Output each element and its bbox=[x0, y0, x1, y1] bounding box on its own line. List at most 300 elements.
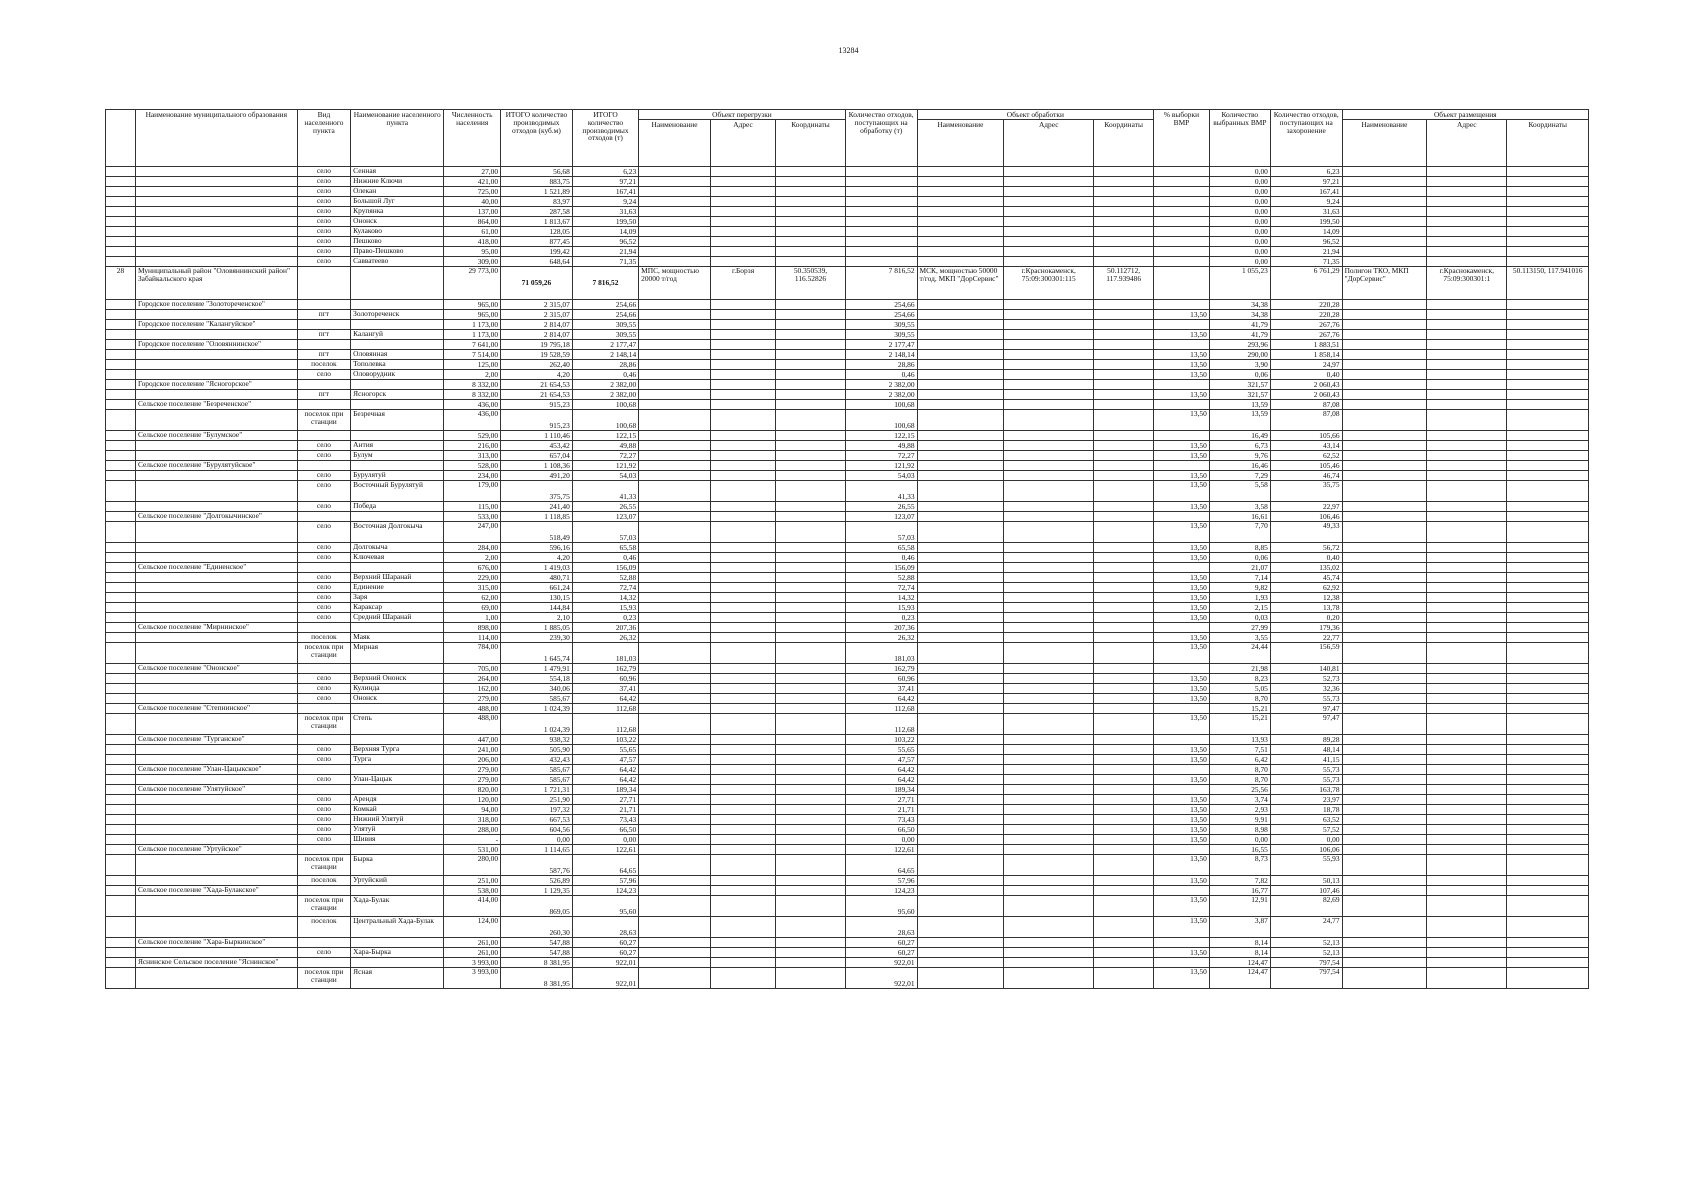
cell-placement bbox=[1507, 236, 1589, 246]
cell-pop: 436,00 bbox=[444, 399, 501, 409]
cell-vmr-qty: 21,98 bbox=[1209, 663, 1270, 673]
cell-placement bbox=[1427, 947, 1507, 957]
cell-m3: 1 521,89 bbox=[501, 186, 573, 196]
cell-vmr-qty: 15,21 bbox=[1209, 713, 1270, 734]
cell-tr-coord bbox=[776, 299, 846, 309]
cell-type: село bbox=[297, 206, 351, 216]
cell-tr-coord bbox=[776, 409, 846, 430]
cell-tr-coord bbox=[776, 389, 846, 399]
cell-pop: 315,00 bbox=[444, 582, 501, 592]
cell-to-burial: 9,24 bbox=[1270, 196, 1342, 206]
cell-to-burial: 0,40 bbox=[1270, 552, 1342, 562]
cell-tr-addr bbox=[710, 206, 775, 216]
cell-to-proc: 49,88 bbox=[845, 440, 917, 450]
cell-vmr-pct: 13,50 bbox=[1154, 632, 1210, 642]
cell-pr-coord bbox=[1094, 885, 1154, 895]
cell-to-proc: 922,01 bbox=[845, 967, 917, 988]
cell-name: Золотореченск bbox=[351, 309, 444, 319]
cell-t: 49,88 bbox=[572, 440, 638, 450]
cell-pr-name bbox=[917, 339, 1004, 349]
cell-placement bbox=[1342, 226, 1427, 236]
cell-m3: 657,04 bbox=[501, 450, 573, 460]
cell-name bbox=[351, 957, 444, 967]
cell-vmr-qty: 21,07 bbox=[1209, 562, 1270, 572]
table-row bbox=[106, 895, 1589, 916]
cell-t: 71,35 bbox=[572, 256, 638, 266]
cell-vmr-pct bbox=[1154, 319, 1210, 329]
cell-pr-name bbox=[917, 632, 1004, 642]
cell-mo bbox=[135, 389, 297, 399]
cell-vmr-qty: 321,57 bbox=[1209, 379, 1270, 389]
table-row bbox=[106, 166, 1589, 176]
cell-tr-name bbox=[639, 632, 711, 642]
cell-placement bbox=[1507, 774, 1589, 784]
cell-pr-addr bbox=[1004, 501, 1094, 511]
cell-placement bbox=[1342, 256, 1427, 266]
cell-placement bbox=[1427, 299, 1507, 309]
cell-type bbox=[297, 562, 351, 572]
cell-name: Безречная bbox=[351, 409, 444, 430]
cell-mo bbox=[135, 369, 297, 379]
cell-to-proc bbox=[845, 186, 917, 196]
cell-vmr-qty: 15,21 bbox=[1209, 703, 1270, 713]
cell-placement bbox=[1507, 176, 1589, 186]
cell-t: 57,03 bbox=[572, 521, 638, 542]
cell-type: село bbox=[297, 246, 351, 256]
cell-to-burial: 797,54 bbox=[1270, 967, 1342, 988]
cell-name: Верхняя Турга bbox=[351, 744, 444, 754]
cell-to-burial: 105,46 bbox=[1270, 460, 1342, 470]
cell-type: пгт bbox=[297, 349, 351, 359]
cell-pr-addr bbox=[1004, 369, 1094, 379]
col-pr-addr: Адрес bbox=[1004, 119, 1094, 166]
cell-vmr-qty: 0,00 bbox=[1209, 186, 1270, 196]
cell-pr-name bbox=[917, 804, 1004, 814]
cell-tr-name bbox=[639, 703, 711, 713]
cell-tr-name bbox=[639, 216, 711, 226]
cell-tr-coord bbox=[776, 430, 846, 440]
cell-vmr-qty: 8,70 bbox=[1209, 693, 1270, 703]
cell-tr-coord bbox=[776, 957, 846, 967]
cell-num bbox=[106, 957, 136, 967]
cell-pop: - bbox=[444, 834, 501, 844]
cell-to-burial: 87,08 bbox=[1270, 409, 1342, 430]
cell-t: 181,03 bbox=[572, 642, 638, 663]
cell-placement bbox=[1427, 196, 1507, 206]
cell-tr-name bbox=[639, 246, 711, 256]
cell-m3: 1 114,65 bbox=[501, 844, 573, 854]
cell-vmr-pct: 13,50 bbox=[1154, 804, 1210, 814]
cell-placement bbox=[1507, 754, 1589, 764]
cell-to-proc: 37,41 bbox=[845, 683, 917, 693]
cell-type: пгт bbox=[297, 309, 351, 319]
cell-t: 167,41 bbox=[572, 186, 638, 196]
cell-tr-coord bbox=[776, 703, 846, 713]
cell-to-proc bbox=[845, 196, 917, 206]
cell-placement bbox=[1427, 186, 1507, 196]
cell-placement bbox=[1342, 511, 1427, 521]
cell-pr-name bbox=[917, 703, 1004, 713]
cell-pr-coord bbox=[1094, 834, 1154, 844]
cell-vmr-pct: 13,50 bbox=[1154, 854, 1210, 875]
cell-placement bbox=[1427, 349, 1507, 359]
cell-placement bbox=[1507, 246, 1589, 256]
cell-vmr-qty: 2,15 bbox=[1209, 602, 1270, 612]
cell-name bbox=[351, 379, 444, 389]
cell-pr-coord bbox=[1094, 216, 1154, 226]
cell-pr-name bbox=[917, 206, 1004, 216]
cell-to-burial: 55,73 bbox=[1270, 774, 1342, 784]
cell-placement bbox=[1342, 309, 1427, 319]
cell-vmr-qty: 34,38 bbox=[1209, 309, 1270, 319]
cell-vmr-qty: 5,05 bbox=[1209, 683, 1270, 693]
cell-pr-addr bbox=[1004, 309, 1094, 319]
cell-type: село bbox=[297, 542, 351, 552]
cell-vmr-pct: 13,50 bbox=[1154, 349, 1210, 359]
cell-pr-addr bbox=[1004, 703, 1094, 713]
cell-name: Хада-Булак bbox=[351, 895, 444, 916]
cell-vmr-qty: 7,82 bbox=[1209, 875, 1270, 885]
cell-tr-coord bbox=[776, 854, 846, 875]
cell-tr-addr bbox=[710, 480, 775, 501]
cell-to-burial: 82,69 bbox=[1270, 895, 1342, 916]
cell-t: 54,03 bbox=[572, 470, 638, 480]
cell-type: село bbox=[297, 216, 351, 226]
cell-mo bbox=[135, 632, 297, 642]
cell-placement bbox=[1507, 834, 1589, 844]
cell-placement bbox=[1342, 834, 1427, 844]
cell-placement bbox=[1427, 480, 1507, 501]
col-to-burial: Количество отходов, поступающих на захоронение bbox=[1270, 110, 1342, 167]
cell-to-proc: 65,58 bbox=[845, 542, 917, 552]
cell-placement bbox=[1507, 734, 1589, 744]
cell-tr-addr bbox=[710, 673, 775, 683]
cell-num bbox=[106, 359, 136, 369]
cell-type: село bbox=[297, 683, 351, 693]
cell-tr-name bbox=[639, 186, 711, 196]
cell-pr-coord bbox=[1094, 784, 1154, 794]
cell-placement bbox=[1342, 521, 1427, 542]
cell-t: 0,46 bbox=[572, 369, 638, 379]
cell-m3: 526,89 bbox=[501, 875, 573, 885]
cell-tr-coord bbox=[776, 206, 846, 216]
cell-to-burial: 13,78 bbox=[1270, 602, 1342, 612]
cell-m3: 2 814,07 bbox=[501, 319, 573, 329]
cell-tr-name bbox=[639, 673, 711, 683]
cell-pop: 318,00 bbox=[444, 814, 501, 824]
cell-mo bbox=[135, 875, 297, 885]
cell-m3: 251,90 bbox=[501, 794, 573, 804]
cell-placement bbox=[1427, 389, 1507, 399]
cell-tr-coord bbox=[776, 754, 846, 764]
table-row bbox=[106, 206, 1589, 216]
cell-placement bbox=[1507, 369, 1589, 379]
table-row bbox=[106, 663, 1589, 673]
cell-to-burial: 45,74 bbox=[1270, 572, 1342, 582]
cell-to-burial: 57,52 bbox=[1270, 824, 1342, 834]
cell-placement bbox=[1427, 206, 1507, 216]
cell-pr-coord bbox=[1094, 329, 1154, 339]
cell-tr-addr bbox=[710, 895, 775, 916]
cell-tr-name bbox=[639, 885, 711, 895]
cell-vmr-pct bbox=[1154, 176, 1210, 186]
cell-vmr-qty: 0,03 bbox=[1209, 612, 1270, 622]
cell-placement bbox=[1427, 582, 1507, 592]
cell-name bbox=[351, 663, 444, 673]
cell-tr-coord bbox=[776, 642, 846, 663]
cell-name: Крупянка bbox=[351, 206, 444, 216]
table-row bbox=[106, 967, 1589, 988]
cell-placement bbox=[1342, 349, 1427, 359]
cell-to-burial: 50,13 bbox=[1270, 875, 1342, 885]
cell-pop: 309,00 bbox=[444, 256, 501, 266]
cell-pr-addr bbox=[1004, 339, 1094, 349]
cell-tr-name bbox=[639, 440, 711, 450]
cell-pr-coord bbox=[1094, 369, 1154, 379]
cell-tr-coord bbox=[776, 329, 846, 339]
cell-placement bbox=[1342, 176, 1427, 186]
cell-m3: 287,58 bbox=[501, 206, 573, 216]
cell-pr-name bbox=[917, 602, 1004, 612]
cell-name: Кулинда bbox=[351, 683, 444, 693]
cell-name bbox=[351, 937, 444, 947]
cell-t: 64,42 bbox=[572, 693, 638, 703]
cell-vmr-pct bbox=[1154, 236, 1210, 246]
cell-pr-name bbox=[917, 552, 1004, 562]
cell-mo bbox=[135, 642, 297, 663]
cell-placement bbox=[1427, 764, 1507, 774]
cell-pr-name bbox=[917, 460, 1004, 470]
cell-placement bbox=[1507, 885, 1589, 895]
cell-type bbox=[297, 844, 351, 854]
page-number: 13284 bbox=[838, 46, 859, 55]
cell-num bbox=[106, 683, 136, 693]
table-row bbox=[106, 673, 1589, 683]
cell-pr-addr bbox=[1004, 885, 1094, 895]
cell-to-burial: 89,28 bbox=[1270, 734, 1342, 744]
cell-placement bbox=[1427, 216, 1507, 226]
cell-num bbox=[106, 734, 136, 744]
cell-pr-name bbox=[917, 885, 1004, 895]
table-row bbox=[106, 875, 1589, 885]
cell-mo bbox=[135, 947, 297, 957]
cell-tr-coord bbox=[776, 176, 846, 186]
cell-num bbox=[106, 693, 136, 703]
cell-num bbox=[106, 703, 136, 713]
cell-tr-coord bbox=[776, 663, 846, 673]
cell-name: Победа bbox=[351, 501, 444, 511]
cell-tr-name bbox=[639, 206, 711, 216]
cell-pr-coord bbox=[1094, 764, 1154, 774]
cell-vmr-qty: 8,73 bbox=[1209, 854, 1270, 875]
cell-mo bbox=[135, 409, 297, 430]
cell-t: 103,22 bbox=[572, 734, 638, 744]
cell-pr-name bbox=[917, 359, 1004, 369]
col-pl-name: Наименование bbox=[1342, 119, 1427, 166]
cell-tr-name bbox=[639, 693, 711, 703]
cell-pr-name bbox=[917, 582, 1004, 592]
cell-vmr-qty: 321,57 bbox=[1209, 389, 1270, 399]
cell-placement bbox=[1507, 693, 1589, 703]
cell-name bbox=[351, 784, 444, 794]
cell-tr-name bbox=[639, 572, 711, 582]
cell-num bbox=[106, 329, 136, 339]
cell-tr-coord bbox=[776, 256, 846, 266]
cell-pr-name bbox=[917, 612, 1004, 622]
cell-placement bbox=[1507, 166, 1589, 176]
cell-mo: Сельское поселение "Улятуйское" bbox=[135, 784, 297, 794]
cell-type: село bbox=[297, 256, 351, 266]
cell-placement bbox=[1342, 844, 1427, 854]
cell-type bbox=[297, 379, 351, 389]
cell-pr-addr bbox=[1004, 329, 1094, 339]
cell-num bbox=[106, 713, 136, 734]
table-row bbox=[106, 450, 1589, 460]
cell-pr-name bbox=[917, 592, 1004, 602]
cell-mo: Сельское поселение "Булумское" bbox=[135, 430, 297, 440]
cell-pr-coord bbox=[1094, 947, 1154, 957]
cell-tr-name bbox=[639, 236, 711, 246]
cell-tr-coord bbox=[776, 562, 846, 572]
cell-pr-coord bbox=[1094, 186, 1154, 196]
cell-mo: Сельское поселение "Долгокычинское" bbox=[135, 511, 297, 521]
cell-num bbox=[106, 834, 136, 844]
table-row bbox=[106, 683, 1589, 693]
cell-placement bbox=[1342, 784, 1427, 794]
cell-num bbox=[106, 349, 136, 359]
cell-num bbox=[106, 521, 136, 542]
cell-pop: 114,00 bbox=[444, 632, 501, 642]
cell-placement bbox=[1507, 379, 1589, 389]
cell-pr-name bbox=[917, 916, 1004, 937]
cell-m3: 241,40 bbox=[501, 501, 573, 511]
cell-placement bbox=[1507, 814, 1589, 824]
cell-placement bbox=[1342, 602, 1427, 612]
cell-pr-name bbox=[917, 521, 1004, 542]
district-tr-name: МПС, мощностью 20000 т/год bbox=[639, 266, 711, 299]
cell-to-proc: 47,57 bbox=[845, 754, 917, 764]
table-row bbox=[106, 542, 1589, 552]
cell-vmr-qty: 5,58 bbox=[1209, 480, 1270, 501]
cell-num bbox=[106, 166, 136, 176]
cell-pr-addr bbox=[1004, 804, 1094, 814]
cell-tr-coord bbox=[776, 460, 846, 470]
cell-mo bbox=[135, 673, 297, 683]
cell-num bbox=[106, 572, 136, 582]
district-pl-coord: 50.113150, 117.941016 bbox=[1507, 266, 1589, 299]
cell-pop: 864,00 bbox=[444, 216, 501, 226]
cell-name: Кулаково bbox=[351, 226, 444, 236]
cell-placement bbox=[1342, 399, 1427, 409]
cell-m3: 199,42 bbox=[501, 246, 573, 256]
district-pr-coord: 50.112712, 117.939486 bbox=[1094, 266, 1154, 299]
cell-vmr-pct bbox=[1154, 186, 1210, 196]
cell-vmr-pct: 13,50 bbox=[1154, 369, 1210, 379]
cell-pr-coord bbox=[1094, 844, 1154, 854]
table-row bbox=[106, 744, 1589, 754]
cell-pr-coord bbox=[1094, 246, 1154, 256]
cell-pr-name bbox=[917, 440, 1004, 450]
cell-tr-addr bbox=[710, 784, 775, 794]
cell-t: 27,71 bbox=[572, 794, 638, 804]
cell-placement bbox=[1342, 339, 1427, 349]
table-row bbox=[106, 764, 1589, 774]
cell-placement bbox=[1427, 562, 1507, 572]
cell-to-proc: 60,96 bbox=[845, 673, 917, 683]
cell-pr-name bbox=[917, 309, 1004, 319]
district-pl-addr: г.Краснокаменск, 75:09:300301:1 bbox=[1427, 266, 1507, 299]
cell-tr-coord bbox=[776, 622, 846, 632]
cell-pop: 8 332,00 bbox=[444, 379, 501, 389]
cell-pr-coord bbox=[1094, 542, 1154, 552]
cell-pr-name bbox=[917, 572, 1004, 582]
cell-placement bbox=[1427, 713, 1507, 734]
cell-pop: 965,00 bbox=[444, 309, 501, 319]
cell-pr-addr bbox=[1004, 854, 1094, 875]
cell-tr-coord bbox=[776, 744, 846, 754]
cell-vmr-qty: 8,70 bbox=[1209, 774, 1270, 784]
cell-placement bbox=[1507, 764, 1589, 774]
cell-m3: 661,24 bbox=[501, 582, 573, 592]
cell-pop: 3 993,00 bbox=[444, 967, 501, 988]
cell-pr-coord bbox=[1094, 450, 1154, 460]
cell-mo bbox=[135, 804, 297, 814]
cell-pr-coord bbox=[1094, 470, 1154, 480]
district-pr-name: МСК, мощностью 50000 т/год, МКП "ДорСервис" bbox=[917, 266, 1004, 299]
cell-placement bbox=[1427, 542, 1507, 552]
cell-type bbox=[297, 460, 351, 470]
cell-vmr-qty: 6,42 bbox=[1209, 754, 1270, 764]
cell-placement bbox=[1342, 409, 1427, 430]
cell-to-burial: 52,73 bbox=[1270, 673, 1342, 683]
cell-pr-name bbox=[917, 409, 1004, 430]
cell-vmr-pct bbox=[1154, 511, 1210, 521]
col-pr-coord: Координаты bbox=[1094, 119, 1154, 166]
cell-placement bbox=[1342, 622, 1427, 632]
cell-to-proc: 2 148,14 bbox=[845, 349, 917, 359]
cell-num bbox=[106, 236, 136, 246]
cell-vmr-pct: 13,50 bbox=[1154, 744, 1210, 754]
table-row bbox=[106, 602, 1589, 612]
cell-vmr-pct: 13,50 bbox=[1154, 814, 1210, 824]
cell-pr-name bbox=[917, 673, 1004, 683]
cell-to-proc: 73,43 bbox=[845, 814, 917, 824]
cell-pr-addr bbox=[1004, 319, 1094, 329]
cell-num bbox=[106, 602, 136, 612]
cell-type: село bbox=[297, 501, 351, 511]
cell-mo bbox=[135, 176, 297, 186]
cell-t: 121,92 bbox=[572, 460, 638, 470]
cell-pr-name bbox=[917, 430, 1004, 440]
cell-name: Булум bbox=[351, 450, 444, 460]
cell-mo: Сельское поселение "Хара-Быркинское" bbox=[135, 937, 297, 947]
cell-tr-name bbox=[639, 166, 711, 176]
cell-m3: 1 885,05 bbox=[501, 622, 573, 632]
cell-tr-addr bbox=[710, 854, 775, 875]
cell-pop: 27,00 bbox=[444, 166, 501, 176]
table-row bbox=[106, 226, 1589, 236]
cell-vmr-qty: 7,14 bbox=[1209, 572, 1270, 582]
cell-type bbox=[297, 319, 351, 329]
cell-placement bbox=[1342, 319, 1427, 329]
cell-num bbox=[106, 339, 136, 349]
cell-placement bbox=[1427, 246, 1507, 256]
cell-m3: 19 795,18 bbox=[501, 339, 573, 349]
cell-to-proc: 122,61 bbox=[845, 844, 917, 854]
cell-pop: 279,00 bbox=[444, 774, 501, 784]
cell-to-proc: 122,15 bbox=[845, 430, 917, 440]
cell-placement bbox=[1427, 339, 1507, 349]
